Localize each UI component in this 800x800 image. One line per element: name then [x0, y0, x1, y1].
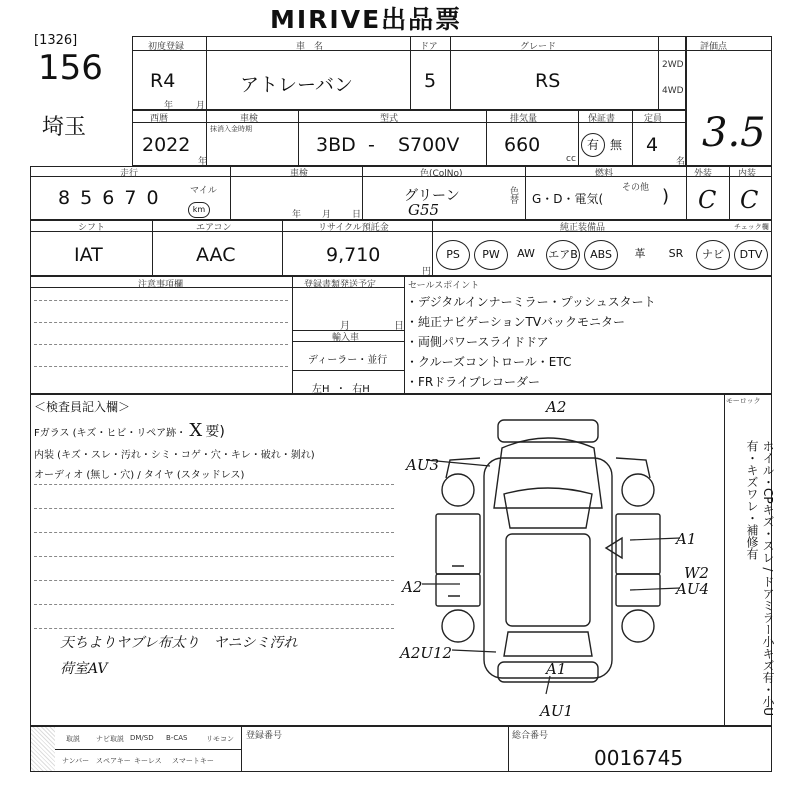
exterior-label: 外装 — [694, 169, 713, 179]
first-reg-tsuki: 月 — [196, 101, 206, 111]
sales-point: ・純正ナビゲーションTVバックモニター — [406, 315, 626, 329]
color-code: G55 — [408, 201, 440, 219]
warranty-yes: 有 — [581, 133, 605, 157]
equip-label: 純正装備品 — [560, 223, 606, 233]
recycle-unit: 円 — [422, 267, 432, 277]
equipment-item: PW — [474, 240, 508, 270]
equipment-item: SR — [668, 247, 684, 260]
fuel-label: 燃料 — [595, 169, 614, 179]
ac: AAC — [196, 244, 236, 266]
model-prefix: 3BD — [316, 134, 356, 156]
ins-nen: 年 — [292, 210, 302, 220]
damage-mark: W2 — [684, 564, 709, 582]
interior-line: 内装 (キズ・スレ・汚れ・シミ・コゲ・穴・キレ・破れ・剝れ) — [34, 450, 315, 461]
audio-line: オーディオ (無し・穴) / タイヤ (スタッドレス) — [34, 470, 245, 481]
equipment-item: ABS — [584, 240, 618, 270]
drive-4wd: 4WD — [662, 86, 684, 96]
footer-label: 取説 — [66, 735, 80, 743]
warranty-no: 無 — [610, 138, 623, 152]
footer-label: スマートキー — [172, 757, 214, 765]
notes-frame — [30, 276, 772, 394]
shift: IAT — [74, 244, 103, 266]
cc: 660 — [504, 134, 541, 156]
first-reg-label: 初度登録 — [148, 42, 185, 52]
general-number: 0016745 — [594, 746, 684, 770]
footer-label: リモコン — [206, 735, 234, 743]
model-dash: - — [368, 134, 375, 156]
model: S700V — [398, 134, 460, 156]
name-label: 車 名 — [296, 42, 324, 52]
door-rl — [436, 574, 480, 606]
ins-tsuki: 月 — [322, 210, 332, 220]
wheel-fl — [442, 474, 474, 506]
door-fl — [436, 514, 480, 574]
wheel-fr — [622, 474, 654, 506]
first-reg: R4 — [150, 70, 176, 92]
ac-label: エアコン — [196, 223, 232, 233]
fuel-close: ) — [662, 186, 670, 207]
period-note: 抹消入金時期 — [210, 125, 252, 133]
door-label: ドア — [420, 42, 438, 52]
wheel-rr — [622, 610, 654, 642]
inspection-label: 車検 — [290, 169, 309, 179]
side-note: ホイル・CPキズ・スレ / ドアミラー小キズ有・小U有・キズワレ・補修有 — [745, 440, 775, 717]
score-label: 評価点 — [700, 42, 728, 52]
rear-window — [504, 632, 592, 656]
equipment-item: 革 — [634, 247, 646, 260]
recycle-label: リサイクル預託金 — [318, 223, 389, 233]
handwritten-note-1: 天ちよりヤブレ布太り ヤニシミ汚れ — [60, 635, 298, 651]
check-label: チェック欄 — [734, 223, 769, 231]
damage-mark: A2 — [546, 398, 567, 416]
sales-point: ・FRドライブレコーダー — [406, 375, 541, 389]
footer-label: B-CAS — [166, 734, 188, 742]
equipment-item: AW — [517, 247, 535, 260]
wheel-rl — [442, 610, 474, 642]
row1-frame — [132, 36, 686, 110]
sales-point: ・両側パワースライドドア — [406, 335, 549, 349]
import-label: 輸入車 — [332, 333, 360, 343]
recycle: 9,710 — [326, 244, 381, 266]
interior: C — [740, 186, 759, 214]
equipment-item: PS — [436, 240, 470, 270]
score: 3.5 — [702, 110, 766, 156]
ins-nichi: 日 — [352, 210, 362, 220]
damage-mark: A2U12 — [400, 644, 453, 662]
mile-unit: マイル — [190, 186, 217, 196]
car-name: アトレーバン — [240, 74, 354, 96]
damage-mark: A2 — [402, 578, 423, 596]
sales-point: ・クルーズコントロール・ETC — [406, 355, 572, 369]
drive-2wd: 2WD — [662, 60, 684, 70]
general-label: 総合番号 — [512, 731, 549, 741]
footer-label: ナンバー — [62, 757, 90, 765]
seats-unit: 名 — [676, 157, 686, 167]
sales-label: セールスポイント — [408, 281, 480, 291]
model-label: 型式 — [380, 114, 399, 124]
caution-label: 注意事項欄 — [138, 280, 184, 290]
color-label: 色(ColNo) — [420, 169, 463, 179]
cc-unit: cc — [566, 154, 576, 164]
equipment-item: エアB — [546, 240, 580, 270]
equipment-item: ナビ — [696, 240, 730, 270]
hood — [494, 438, 602, 508]
dealer: ディーラー・並行 — [308, 355, 388, 366]
equipment-item: DTV — [734, 240, 768, 270]
transfer-label: 登録書類発送予定 — [304, 280, 377, 290]
footer-stripe — [31, 727, 55, 771]
damage-mark: A1 — [546, 660, 567, 678]
year-unit: 年 — [198, 157, 208, 167]
exterior: C — [698, 186, 717, 214]
cc-label: 排気量 — [510, 114, 538, 124]
region: 埼玉 — [42, 115, 87, 140]
side-label: モーロック — [726, 397, 761, 405]
footer-label: DM/SD — [130, 734, 154, 742]
damage-mark: AU3 — [406, 456, 440, 474]
seats-label: 定員 — [644, 114, 663, 124]
inspector-title: ＜検査員記入欄＞ — [34, 400, 131, 414]
period-label: 車検 — [240, 114, 259, 124]
color: グリーン — [404, 188, 460, 204]
steering: 左H ・ 右H — [312, 384, 370, 395]
footer-label: キーレス — [134, 757, 162, 765]
grade-label: グレード — [520, 42, 557, 52]
shift-label: シフト — [78, 223, 106, 233]
roof — [506, 534, 590, 626]
sales-point: ・デジタルインナーミラー・プッシュスタート — [406, 295, 656, 309]
grade: RS — [535, 70, 561, 92]
page-title: MIRIVE出品票 — [270, 5, 463, 34]
footer-label: ナビ取説 — [96, 735, 124, 743]
transfer-nichi: 日 — [394, 321, 404, 332]
door-count: 5 — [424, 70, 437, 92]
interior-label: 内装 — [738, 169, 757, 179]
transfer-tsuki: 月 — [340, 321, 350, 332]
lot-code: [1326] — [34, 33, 78, 48]
year: 2022 — [142, 134, 191, 156]
damage-mark: AU4 — [676, 580, 710, 598]
km-unit: km — [188, 197, 210, 218]
footer-label: スペアキー — [96, 757, 131, 765]
damage-mark: A1 — [676, 530, 697, 548]
mileage-label: 走行 — [120, 169, 139, 179]
seats: 4 — [646, 134, 659, 156]
fuel-other: その他 — [622, 183, 650, 193]
fuel: G・D・電気( — [532, 192, 604, 206]
year-label: 西暦 — [150, 114, 169, 124]
glass-line: Fガラス (キズ・ヒビ・リペア跡・ X 要) — [34, 420, 225, 441]
mileage: 8 5 6 7 0 — [58, 187, 161, 209]
damage-mark: AU1 — [540, 702, 574, 720]
lot-number: 156 — [38, 48, 103, 88]
handwritten-note-2: 荷室AV — [60, 661, 108, 677]
warranty-label: 保証書 — [588, 114, 616, 124]
body-outline — [484, 458, 612, 678]
first-reg-nen: 年 — [164, 101, 174, 111]
repaint-label: 色替 — [508, 186, 518, 204]
reg-label: 登録番号 — [246, 731, 283, 741]
